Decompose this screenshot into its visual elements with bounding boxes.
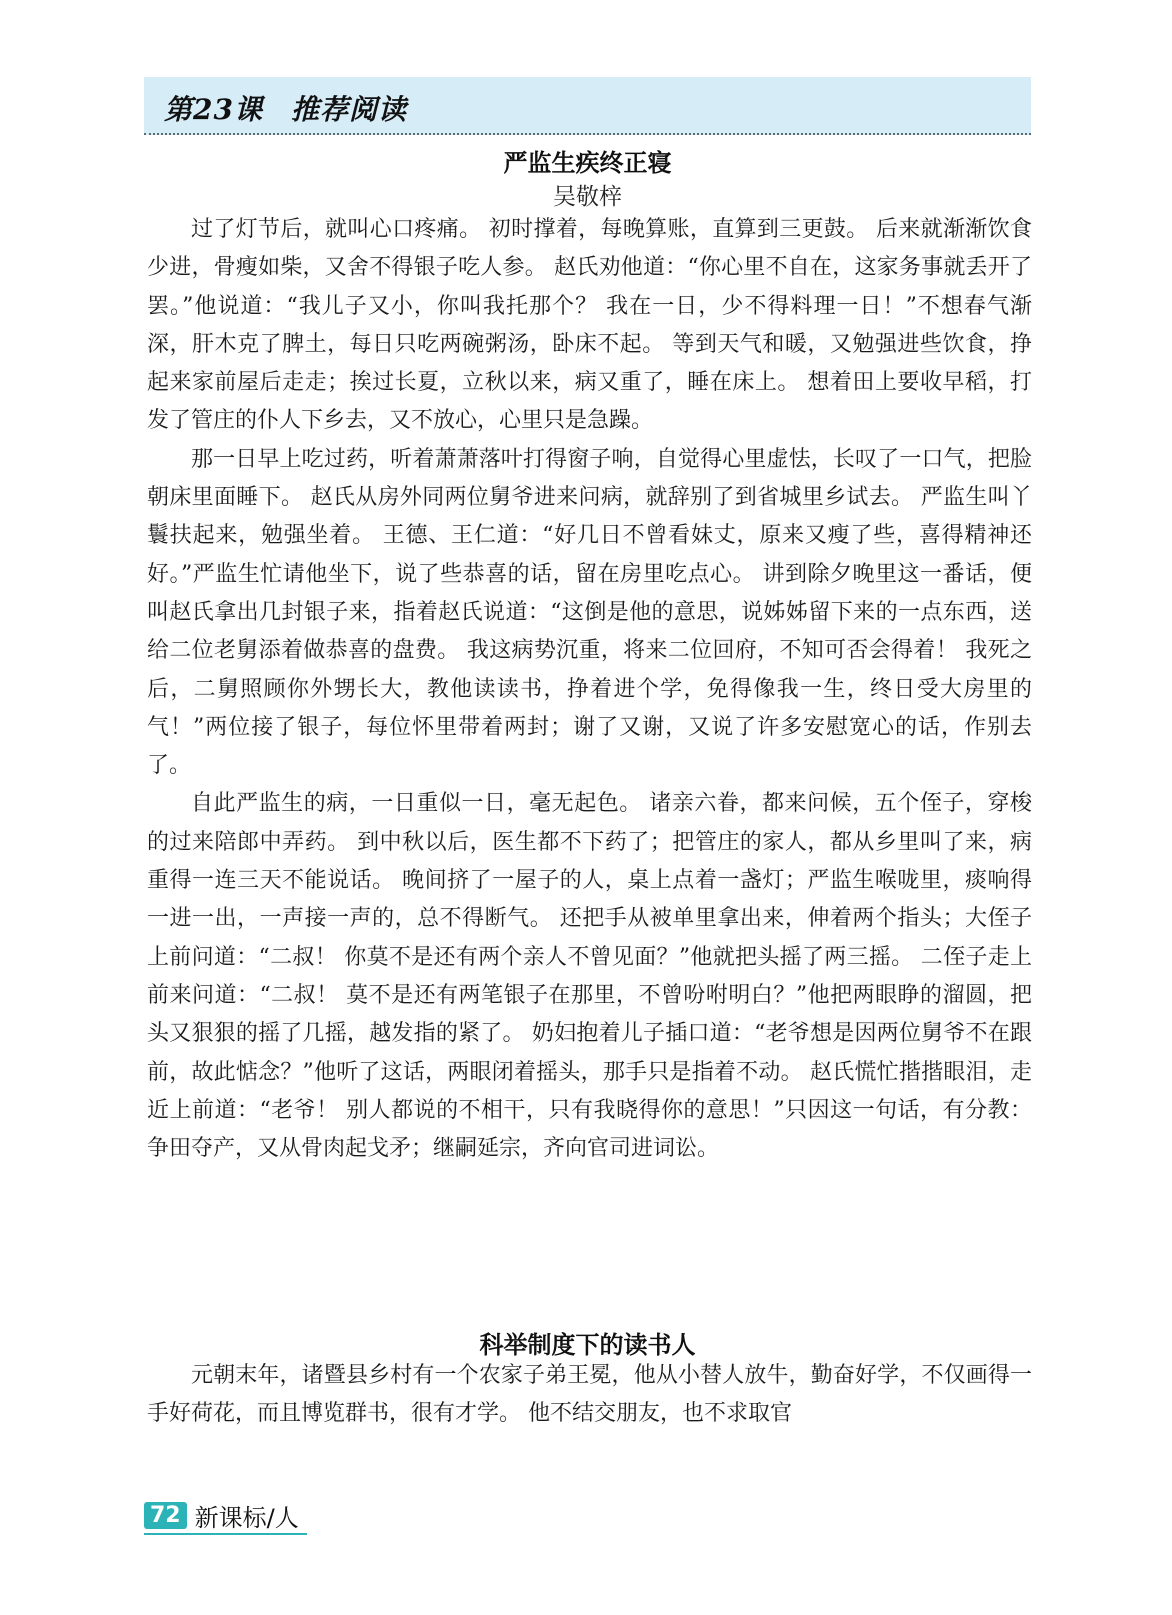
paragraph: 那一日早上吃过药，听着萧萧落叶打得窗子响，自觉得心里虚怯，长叹了一口气，把脸朝床里面睡下。 赵氏从房外同两位舅爷进来问病，就辞别了到省城里乡试去。 严监生叫丫鬟扶起来，勉强坐着。 王德、王仁道：“好几日不曾看妹丈，原来又瘦了些，喜得精神还好。”严监生忙请他坐下，说了些恭喜的话，留在房里吃点心。 讲到除夕晚里这一番话，便叫赵氏拿出几封银子来，指着赵氏说道：“这倒是他的意思，说姊姊留下来的一点东西，送给二位老舅添着做恭喜的盘费。 我这病势沉重，将来二位回府，不知可否会得着！ 我死之后，二舅照顾你外甥长大，教他读读书，挣着进个学，免得像我一生，终日受大房里的气！”两位接了银子，每位怀里带着两封；谢了又谢，又说了许多安慰宽心的话，作别去了。 [147, 446, 1032, 779]
story1-author: 吴敬梓 [553, 184, 622, 210]
page-footer [144, 1497, 307, 1535]
lesson-topic: 推荐阅读 [290, 93, 407, 126]
lesson-number: 第23课 [164, 93, 263, 126]
story2-body [147, 1357, 1032, 1434]
footer-series-label: 新课标/人 [194, 1503, 299, 1532]
story2-title: 科举制度下的读书人 [479, 1331, 696, 1359]
paragraph: 自此严监生的病，一日重似一日，毫无起色。 诸亲六眷，都来问候，五个侄子，穿梭的过来陪郎中弄药。 到中秋以后，医生都不下药了；把管庄的家人，都从乡里叫了来，病重得一连三天不能说话。 晚间挤了一屋子的人，桌上点着一盏灯；严监生喉咙里，痰响得一进一出，一声接一声的，总不得断气。 还把手从被单里拿出来，伸着两个指头；大侄子上前问道：“二叔！ 你莫不是还有两个亲人不曾见面？”他就把头摇了两三摇。 二侄子走上前来问道：“二叔！ 莫不是还有两笔银子在那里，不曾吩咐明白？”他把两眼睁的溜圆，把头又狠狠的摇了几摇，越发指的紧了。 奶妇抱着儿子插口道：“老爷想是因两位舅爷不在跟前，故此惦念？”他听了这话，两眼闭着摇头，那手只是指着不动。 赵氏慌忙揩揩眼泪，走近上前道：“老爷！ 别人都说的不相干，只有我晓得你的意思！”只因这一句话，有分教：争田夺产，又从骨肉起戈矛；继嗣延宗，齐向官司进词讼。 [147, 791, 1032, 1162]
story1-body [147, 211, 1032, 1168]
paragraph: 过了灯节后，就叫心口疼痛。 初时撑着，每晚算账，直算到三更鼓。 后来就渐渐饮食少进，骨瘦如柴，又舍不得银子吃人参。 赵氏劝他道：“你心里不自在，这家务事就丢开了罢。”他说道：“我儿子又小，你叫我托那个？ 我在一日，少不得料理一日！”不想春气渐深，肝木克了脾土，每日只吃两碗粥汤，卧床不起。 等到天气和暖，又勉强进些饮食，挣起来家前屋后走走；挨过长夏，立秋以来，病又重了，睡在床上。 想着田上要收早稻，打发了管庄的仆人下乡去，又不放心，心里只是急躁。 [147, 217, 1032, 434]
page-number: 72 [144, 1502, 187, 1529]
lesson-header [144, 77, 1031, 135]
lesson-heading [164, 88, 407, 128]
paragraph: 元朝末年，诸暨县乡村有一个农家子弟王冕，他从小替人放牛，勤奋好学，不仅画得一手好荷花，而且博览群书，很有才学。 他不结交朋友，也不求取官 [147, 1363, 1032, 1427]
story1-title: 严监生疾终正寝 [503, 149, 672, 177]
